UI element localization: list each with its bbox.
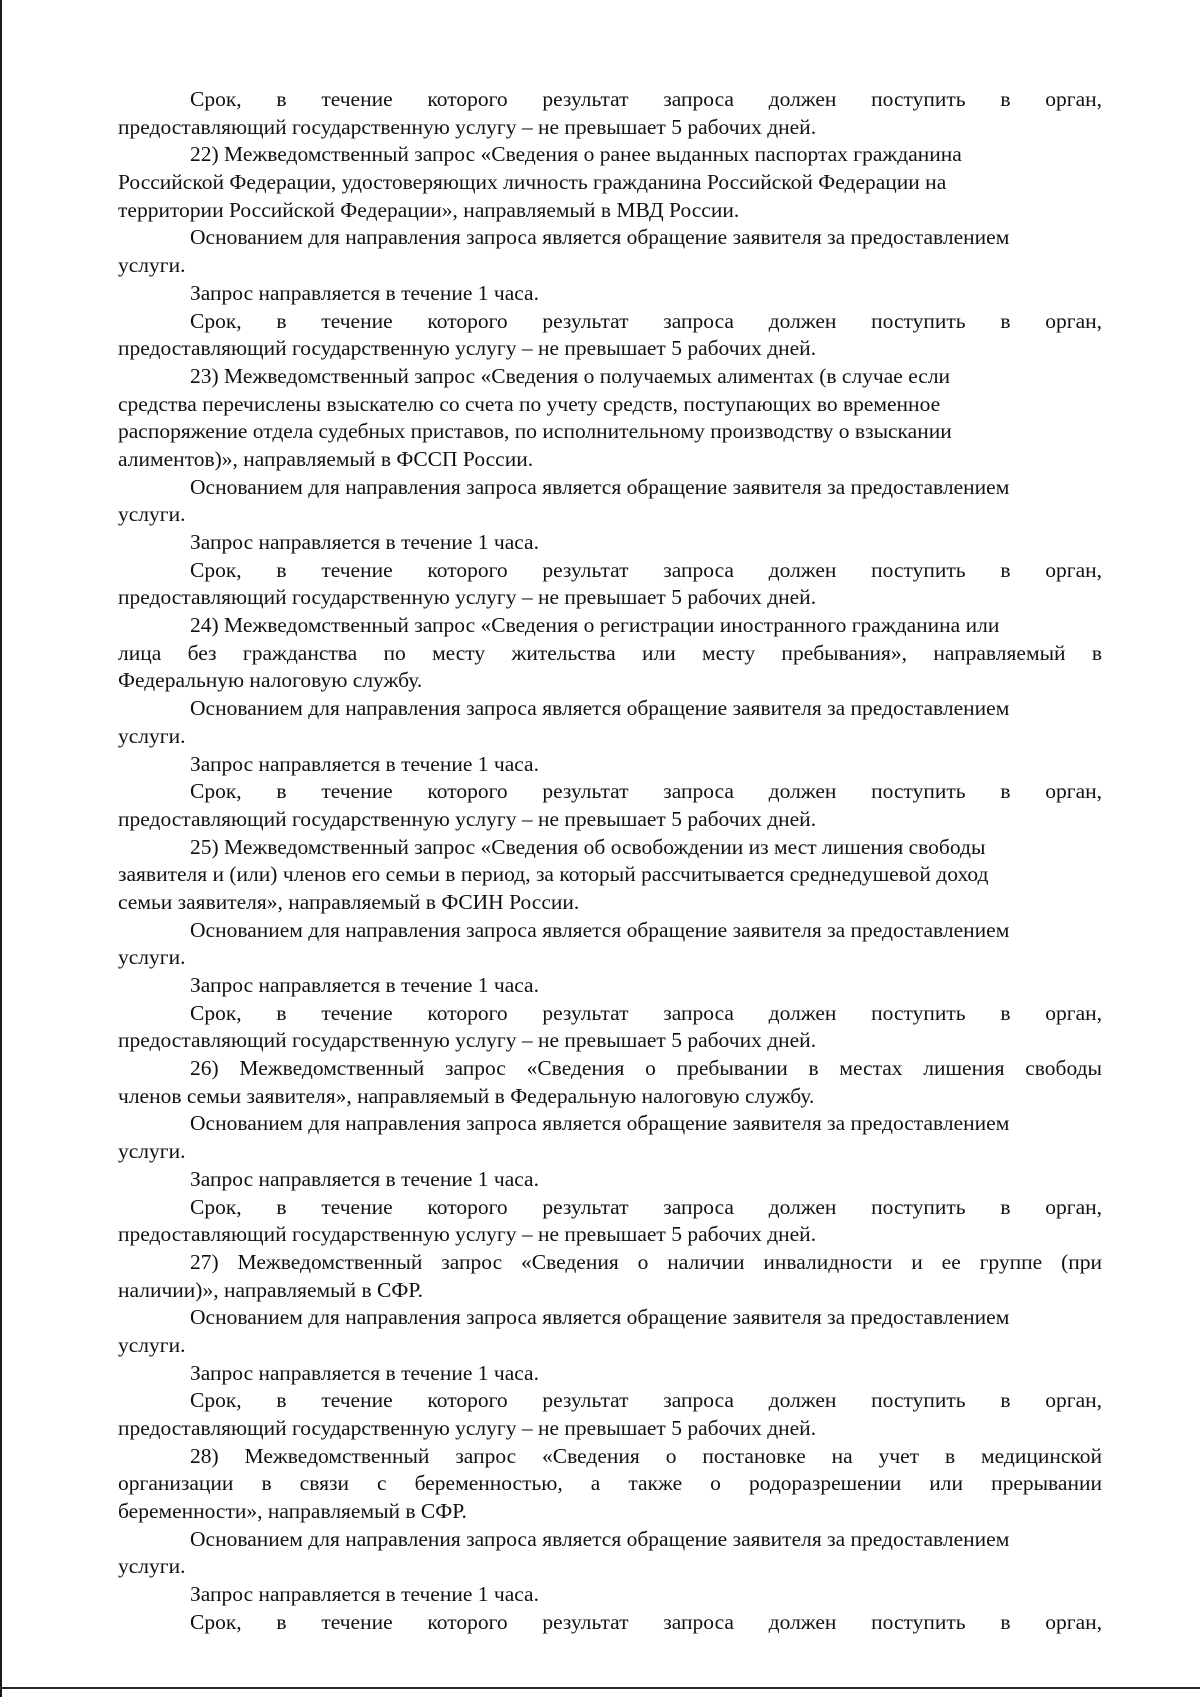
text-line: услуги. (118, 723, 186, 748)
text-line: Российской Федерации, удостоверяющих личность гражданина Российской Федерации на (118, 170, 947, 195)
text-line: Основанием для направления запроса является обращение заявителя за предоставлением (190, 1526, 1010, 1551)
text-line: Срок, в течение которого результат запроса должен поступить в орган, (190, 308, 1102, 333)
text-line: Запрос направляется в течение 1 часа. (190, 1582, 539, 1607)
text-line: беременности», направляемый в СФР. (118, 1499, 467, 1524)
text-line: предоставляющий государственную услугу – не превышает 5 рабочих дней. (118, 1222, 817, 1247)
document-page (118, 86, 1102, 1637)
text-line: распоряжение отдела судебных приставов, по исполнительному производству о взыскании (118, 419, 952, 444)
text-line: услуги. (118, 502, 186, 527)
text-line: семьи заявителя», направляемый в ФСИН России. (118, 889, 580, 914)
text-line: предоставляющий государственную услугу – не превышает 5 рабочих дней. (118, 336, 817, 361)
text-line: Срок, в течение которого результат запроса должен поступить в орган, (190, 1388, 1102, 1413)
text-line: Запрос направляется в течение 1 часа. (190, 1166, 539, 1191)
text-line: 22) Межведомственный запрос «Сведения о ранее выданных паспортах гражданина (190, 142, 962, 167)
text-line: предоставляющий государственную услугу – не превышает 5 рабочих дней. (118, 585, 817, 610)
text-line: Основанием для направления запроса является обращение заявителя за предоставлением (190, 1111, 1010, 1136)
text-line: 24) Межведомственный запрос «Сведения о регистрации иностранного гражданина или (190, 613, 1000, 638)
scan-border-left (0, 0, 2, 1697)
text-line: Запрос направляется в течение 1 часа. (190, 973, 539, 997)
text-line: средства перечислены взыскателю со счета по учету средств, поступающих во временное (118, 391, 941, 416)
text-line: 25) Межведомственный запрос «Сведения об освобождении из мест лишения свободы (190, 834, 986, 859)
text-line: Федеральную налоговую службу. (118, 668, 423, 693)
text-line: территории Российской Федерации», направляемый в МВД России. (118, 197, 740, 222)
text-line: 27) Межведомственный запрос «Сведения о наличии инвалидности и ее группе (при (190, 1249, 1102, 1274)
text-line: услуги. (118, 253, 186, 278)
text-line: предоставляющий государственную услугу – не превышает 5 рабочих дней. (118, 114, 817, 139)
text-line: Основанием для направления запроса является обращение заявителя за предоставлением (190, 696, 1010, 721)
text-line: Срок, в течение которого результат запроса должен поступить в орган, (190, 87, 1102, 111)
text-line: лица без гражданства по месту жительства или месту пребывания», направляемый в (118, 640, 1102, 665)
text-line: предоставляющий государственную услугу – не превышает 5 рабочих дней. (118, 1416, 817, 1440)
text-line: Основанием для направления запроса является обращение заявителя за предоставлением (190, 474, 1010, 499)
text-line: Основанием для направления запроса является обращение заявителя за предоставлением (190, 225, 1010, 250)
text-line: Запрос направляется в течение 1 часа. (190, 751, 539, 776)
text-line: предоставляющий государственную услугу – не превышает 5 рабочих дней. (118, 806, 817, 831)
text-line: 26) Межведомственный запрос «Сведения о пребывании в местах лишения свободы (190, 1056, 1102, 1081)
text-line: заявителя и (или) членов его семьи в период, за который рассчитывается среднедушевой доход (118, 862, 989, 887)
text-line: Срок, в течение которого результат запроса должен поступить в орган, (190, 1194, 1102, 1219)
text-line: алиментов)», направляемый в ФССП России. (118, 446, 534, 471)
text-line: Срок, в течение которого результат запроса должен поступить в орган, (190, 1000, 1102, 1025)
text-line: Основанием для направления запроса является обращение заявителя за предоставлением (190, 917, 1010, 942)
text-line: наличии)», направляемый в СФР. (118, 1277, 423, 1302)
text-line: услуги. (118, 1332, 186, 1357)
text-line: Запрос направляется в течение 1 часа. (190, 1360, 539, 1385)
text-line: Основанием для направления запроса является обращение заявителя за предоставлением (190, 1305, 1010, 1330)
scan-border-bottom (0, 1687, 1200, 1689)
text-line: услуги. (118, 1554, 186, 1579)
text-line: Запрос направляется в течение 1 часа. (190, 530, 539, 554)
text-line: Срок, в течение которого результат запроса должен поступить в орган, (190, 779, 1102, 804)
text-line: организации в связи с беременностью, а также о родоразрешении или прерывании (118, 1471, 1102, 1496)
text-line: услуги. (118, 1139, 186, 1164)
text-line: членов семьи заявителя», направляемый в Федеральную налоговую службу. (118, 1083, 815, 1108)
text-line: 23) Межведомственный запрос «Сведения о получаемых алиментах (в случае если (190, 363, 951, 388)
text-line: услуги. (118, 945, 186, 970)
text-line: 28) Межведомственный запрос «Сведения о постановке на учет в медицинской (190, 1443, 1102, 1468)
text-line: Срок, в течение которого результат запроса должен поступить в орган, (190, 557, 1102, 582)
text-line: Запрос направляется в течение 1 часа. (190, 280, 539, 305)
text-line: предоставляющий государственную услугу – не превышает 5 рабочих дней. (118, 1028, 817, 1053)
text-line: Срок, в течение которого результат запроса должен поступить в орган, (190, 1609, 1102, 1634)
